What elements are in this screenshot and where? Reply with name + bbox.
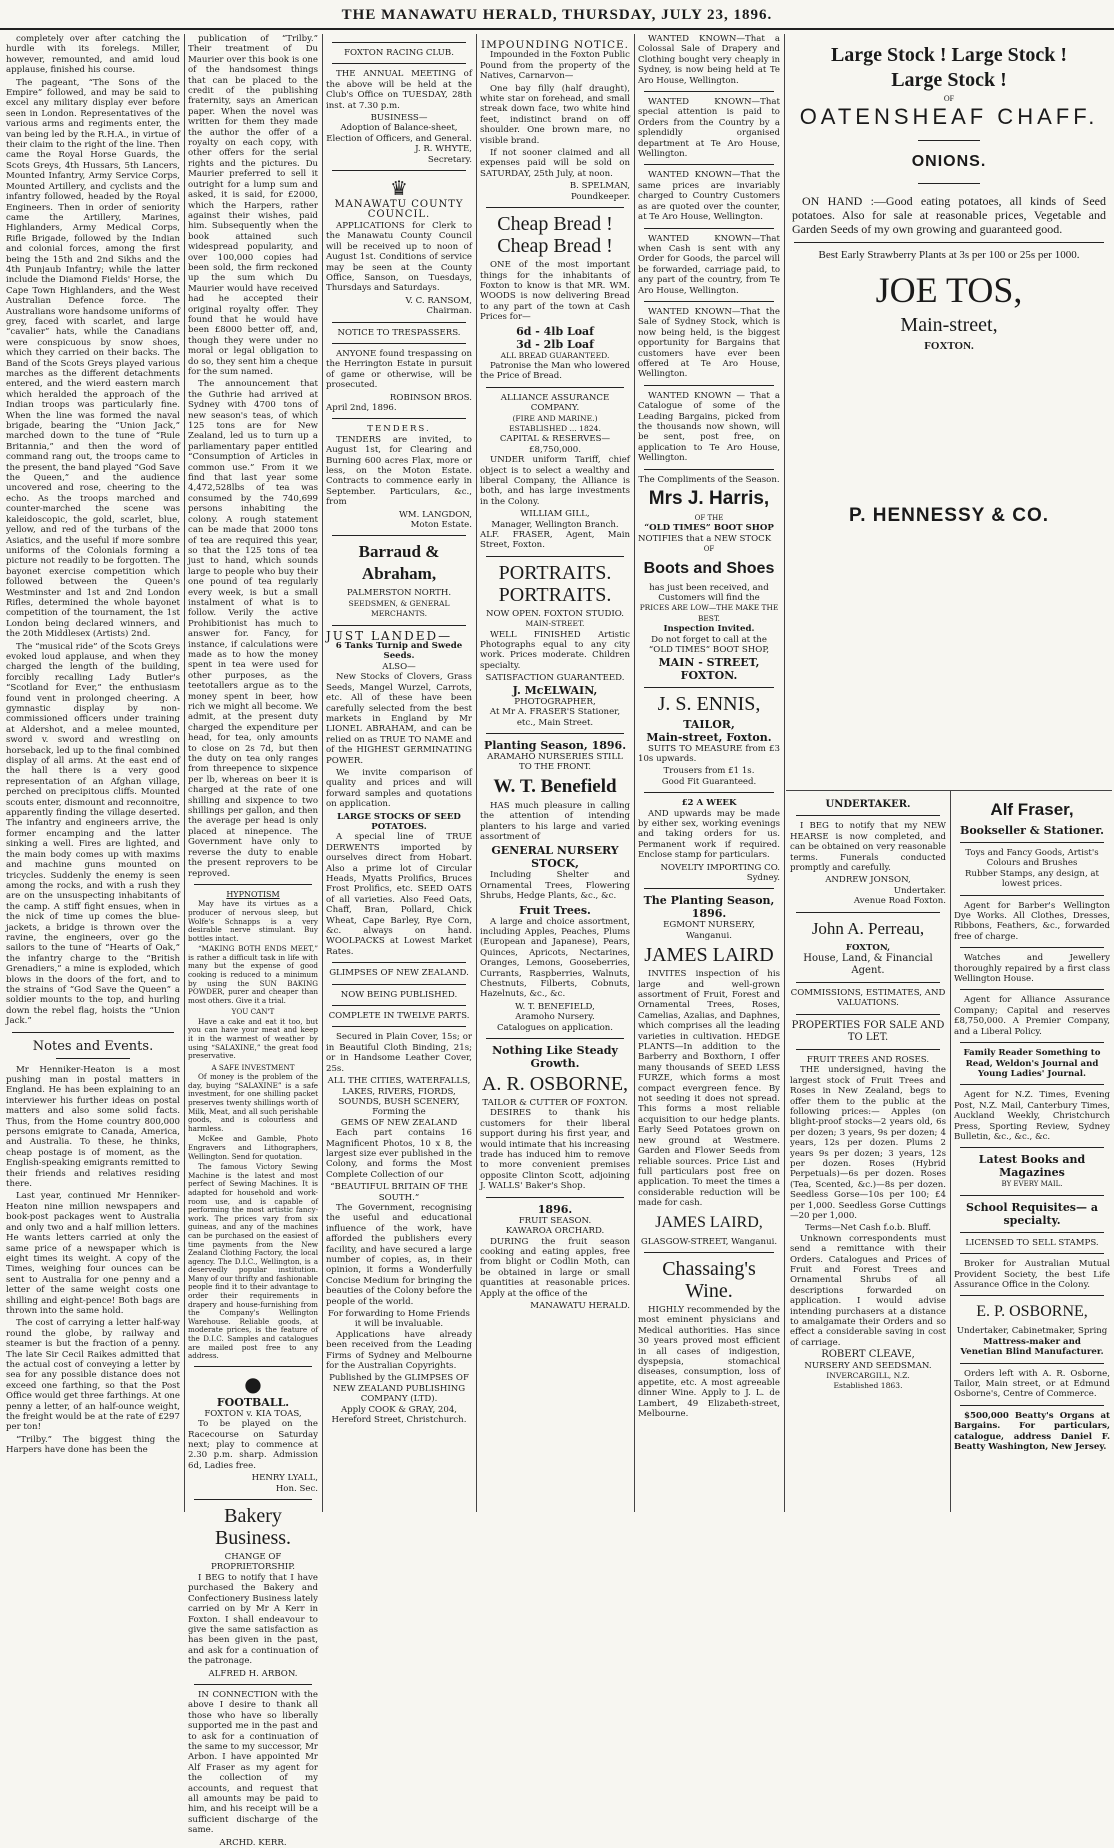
ad-heading: The Planting Season, 1896.: [643, 894, 775, 921]
ad-text: The famous Victory Sewing Machine is the latest and most perfect of Sewing Machines. It is adapted for household and work-room use, and is capable of performing the most artistic fancy-work. The prices vary from six guineas, and any of the machines can be purchased on the easiest of time payments from the New Zealand Clothing Factory, the local agency. The D.I.C., Wellington, is a deservedly popular institution. Many of our thrifty and fashionable people find it to their advantage to order their requirements in drapery and house-furnishing from the Company's Wellington Warehouse. Reliable goods, at moderate prices, is the feature of the D.I.C. Samples and catalogues are mailed post free to any address.: [188, 1162, 318, 1361]
ad-text: Apply COOK & GRAY, 204, Hereford Street, Christchurch.: [331, 1404, 467, 1426]
ad-heading: Cheap Bread ! Cheap Bread !: [497, 213, 613, 258]
ad-text: Wanganui.: [686, 930, 732, 941]
column-rule: [476, 34, 477, 1512]
ad-heading: Fruit Trees.: [519, 903, 591, 917]
ad-text: Unknown correspondents must send a remittance with their Orders. Catalogues and Prices of Fruit and Forest Trees and Ornamental Shrubs of all descriptions forwarded on application. I would advise intending purchasers at a distance to amalgamate their Orders and so effect a considerable saving in cost of carriage.: [790, 1233, 946, 1348]
ad-text: If not sooner claimed and all expenses paid will be sold on SATURDAY, 25th July, at noon.: [480, 148, 630, 179]
ad-signature: Hon. Sec.: [275, 1483, 318, 1494]
ad-heading: 1896.: [537, 1202, 573, 1216]
ad-heading: LARGE STOCKS OF SEED POTATOES.: [337, 811, 461, 832]
column-rule: [950, 790, 951, 1512]
masthead: THE MANAWATU HERALD, THURSDAY, JULY 23, 1896.: [0, 0, 1114, 30]
ad-heading: YOU CAN'T: [231, 1007, 275, 1017]
ad-text: THE ANNUAL MEETING of the above will be held at the Club's Office on TUESDAY, 28th inst. at 7.30 p.m.: [326, 69, 472, 111]
ad-subheading: Bookseller & Stationer.: [960, 824, 1104, 837]
ad-text: Broker for Australian Mutual Provident Society, the best Life Assurance Office in the Colony.: [954, 1259, 1110, 1290]
ad-heading: UNDERTAKER.: [825, 799, 911, 810]
ad-signature: V. C. RANSOM,: [405, 295, 472, 306]
ad-heading: GENERAL NURSERY STOCK,: [491, 844, 619, 871]
ad-text: Good Fit Guaranteed.: [661, 776, 757, 787]
ad-heading: IMPOUNDING NOTICE.: [480, 39, 630, 51]
ad-heading: Large Stock ! Large Stock !: [830, 44, 1068, 66]
ad-subheading: TAILOR & CUTTER OF FOXTON.: [482, 1098, 628, 1109]
ad-text: ANYONE found trespassing on the Herrington Estate in pursuit of game or otherwise, will be prosecuted.: [326, 348, 472, 391]
ad-text: NOTIFIES that a NEW STOCK: [638, 533, 772, 544]
ad-signature: NURSERY AND SEEDSMAN.: [804, 1360, 932, 1371]
article-text: The pageant, “The Sons of the Empire” followed, and may be said to excel any military display ever before seen in London. Representatives of the various arms and regiments enter, the van being led by the R.H.A., in virtue of their claim to the right of the line. Then came the Royal Horse Guards, the Scots Greys, 4th Hussars, 5th Lancers, Mounted Infantry, Army Service Corps, Mounted Artillery, and cyclists and the infantry followed, headed by the Royal Engineers. Then in order of seniority came the Artillery, Marines, Highlanders, Army Medical Corps, Rifle Brigade, followed by the Indian and colonial forces, among the first being the 15th and 2nd Sikhs and the 4th Punjaub Infantry; while the latter include the Diamond Fields' Horse, the Cape Town Highlanders, and the West Australian Defence force. The Australians wore handsome uniforms of grey, faced with scarlet, and large “cavalier” hats, while the Canadians were conspicuous by snow shoes, which they carried on their backs. The Band of the Scots Greys played various marches as the different detachments entered, and the wierd eastern march which heralded the approach of the Indian troops was particularly fine. When the line was formed the naval brigade, bearing the “Union Jack,” marched down to the tune of “Rule Britannia,” and then the word of command rang out, the troops came to the present, the band played “God Save the Queen,” and the audience uncovered and rose, cheering to the echo. As the troops marched and counter-marched the scene was kaleidoscopic, the gold, scarlet, blue, yellow, and red of the turbans of the Asiatics, and the useful if more sombre uniforms of the Colonials forming a picture not readily to be forgotten. The bayonet exercise competition which followed between the Queen's Westminster and 1st and 2nd London Rifles, determined the whole bayonet competition of the tournament, the 1st London being declared winners, and the 20th Middlesex (Artists) 2nd.: [6, 77, 180, 640]
ad-signature: ROBERT CLEAVE,: [821, 1349, 915, 1361]
ad-text: DURING the fruit season cooking and eating apples, free from blight or Codlin Moth, can be obtained in large or small quantities at reasonable prices. Apply at the office of the: [480, 1236, 630, 1299]
ad-text: Published by the GLIMPSES OF NEW ZEALAND PUBLISHING COMPANY (LTD).: [329, 1373, 469, 1405]
column-5: [638, 34, 780, 1512]
ad-text: A large and choice assortment, including Apples, Peaches, Plums (European and Japanese), Pears, Quinces, Apricots, Nectarines, Oranges, Lemons, Gooseberries, Currants, Raspberries, Walnuts, Chestnuts, Filberts, Cobnuts, Hazelnuts, &c., &c.: [480, 916, 630, 1000]
ad-text: IN CONNECTION with the above I desire to thank all those who have so liberally supported me in the past and to ask for a continuation of the same to my successor, Mr Arbon. I have appointed Mr Alf Fraser as my agent for the collection of my accounts, and request that all amounts may be paid to him, and his receipt will be a sufficient discharge of the same.: [188, 1689, 318, 1836]
ad-signature: W. T. BENEFIELD,: [515, 1001, 595, 1012]
ad-heading: Barraud & Abraham,: [358, 542, 440, 584]
ad-text: Applications have already been received from the Leading Firms of Sydney and Melbourne for the Australian Copyrights.: [326, 1329, 472, 1372]
ad-signature: Manager, Wellington Branch.: [491, 519, 619, 530]
ad-text: SATISFACTION GUARANTEED.: [485, 673, 625, 684]
ad-heading: Mrs J. Harris,: [648, 488, 770, 510]
ad-text: HIGHLY recommended by the most eminent physicians and Medical authorities. Has since 30 years proved most efficient in all cases of indigestion, dyspepsia, stomachical diseases, consumption, loss of appetite, etc. A most agreeable dinner Wine. Apply to J. L. de Lambert, 49 Elizabeth-street, Melbourne.: [638, 1304, 780, 1419]
ad-text: WANTED KNOWN — That a Catalogue of some of the Leading Bargains, picked from the thousands now shown, will be sent, post free, on application to Te Aro House, Wellington.: [638, 390, 780, 464]
ad-text: CAPITAL & RESERVES— £8,750,000.: [499, 434, 611, 455]
crest-icon: ♛: [390, 176, 408, 201]
ad-heading: HYPNOTISM: [226, 889, 280, 899]
column-rule: [322, 34, 323, 1512]
ad-text: Toys and Fancy Goods, Artist's Colours and Brushes: [965, 848, 1099, 869]
ad-signature: MANAWATU HERALD.: [530, 1300, 630, 1311]
ad-text: “MAKING BOTH ENDS MEET,” is rather a difficult task in life with many but the expense of good cooking is reduced to a minimum by using the SUN BAKING POWDER, purer and cheaper than most others. Give it a trial.: [188, 944, 318, 1005]
ad-text: TAILOR,: [683, 717, 735, 731]
ad-heading: Chassaing's Wine.: [662, 1257, 756, 1302]
ad-text: $500,000 Beatty's Organs at Bargains. For particulars, catalogue, address Daniel F. Beatty Washington, New Jersey.: [954, 1410, 1110, 1453]
ad-heading: School Requisites— a specialty.: [966, 1200, 1098, 1227]
ad-price: 6d - 4lb Loaf: [516, 324, 594, 338]
ad-text: ALL THE CITIES, WATERFALLS, LAKES, RIVERS, FIORDS, SOUNDS, BUSH SCENERY,: [327, 1076, 471, 1107]
ad-heading: TENDERS.: [367, 424, 431, 435]
ad-text: HAS much pleasure in calling the attention of intending planters to his large and varied assortment of: [480, 800, 630, 842]
ad-text: (FIRE AND MARINE.): [512, 413, 598, 423]
ad-text: Mattress-maker and: [983, 1336, 1081, 1347]
section-rule: [786, 790, 1112, 791]
ad-text: I BEG to notify that my NEW HEARSE is now completed, and can be obtained on very reasonable terms. Funerals conducted promptly and carefully.: [790, 821, 946, 874]
ad-text: “BEAUTIFUL BRITAIN OF THE SOUTH.”: [330, 1182, 468, 1203]
ad-text: MAIN-STREET.: [525, 619, 585, 629]
ad-heading: ONIONS.: [911, 153, 987, 171]
ad-text: Venetian Blind Manufacturer.: [960, 1347, 1104, 1358]
ad-text: DESIRES to thank his customers for their liberal support during his first year, and would intimate that his increasing trade has induced him to remove to more convenient premises opposite Clinton Scott, adjoining J. WALLS' Baker's Shop.: [480, 1108, 630, 1192]
ad-text: GLASGOW-STREET, Wanganui.: [640, 1236, 778, 1247]
ad-text: ARAMAHO NURSERIES STILL TO THE FRONT.: [487, 751, 623, 773]
ad-text: SUITS TO MEASURE from £3 10s upwards.: [638, 743, 780, 764]
football-icon: ●: [244, 1371, 262, 1396]
ad-text: Impounded in the Foxton Public Pound from the property of the Natives, Carnarvon—: [480, 50, 630, 82]
ad-signature: WILLIAM GILL,: [520, 509, 590, 520]
column-2: [188, 34, 318, 1848]
ad-signature: NOVELTY IMPORTING CO. Sydney.: [660, 862, 780, 883]
column-rule: [784, 34, 785, 1512]
ad-heading: MANAWATU COUNTY COUNCIL.: [334, 199, 464, 221]
article-text: Mr Henniker-Heaton is a most pushing man in postal matters in England. He has been explaining to an interviewer his further ideas on postal matters and also some solid facts. Thus, from the Home country 800,000 persons emigrate to Canada, America, and Australia. To these, he thinks, cheap postage is of moment, as the English-speaking emigrants remitted to their friends and relatives residing there.: [6, 1064, 180, 1190]
ad-text: McKee and Gamble, Photo Engravers and Lithographers, Wellington. Send for quotation.: [188, 1134, 318, 1161]
ad-heading: 6 Tanks Turnip and Swede Seeds.: [335, 641, 463, 662]
ad-text: ALSO—: [382, 661, 416, 672]
ad-text: LICENSED TO SELL STAMPS.: [965, 1237, 1099, 1248]
ad-heading: £2 A WEEK: [681, 798, 737, 809]
ad-heading: FOOTBALL.: [216, 1395, 290, 1409]
ad-text: AND upwards may be made by either sex, working evenings and taking orders for us. Permanent work if required. Enclose stamp for particulars.: [638, 808, 780, 861]
ad-text: Agent for Alliance Assurance Company; Capital and reserves £8,750,000. A Premier Company, and a Liberal Policy.: [954, 995, 1110, 1037]
article-text: Last year, continued Mr Henniker-Heaton nine million newspapers and book-post packages went to Australia and only two and a half million letters. He wants letters carried at only the same price of a newspaper which is eight times its weight. A copy of the Times, weighing four ounces can be sent to Australia for one penny and a letter of the same weight costs one shilling and eight-pence! Both bags are thrown into the same hold.: [6, 1191, 180, 1316]
ad-text: WANTED KNOWN—That the Sale of Sydney Stock, which is now being held, is the biggest opportunity for Bargains that customers have ever been offered at Te Aro House, Wellington.: [638, 306, 780, 380]
ad-signature: WM. LANGDON,: [398, 509, 472, 520]
ad-text: ONE of the most important things for the inhabitants of Foxton to know is that MR. WM. WOODS is now delivering Bread to any part of the town at Cash Prices for—: [480, 260, 630, 323]
ad-price: 3d - 2lb Loaf: [516, 337, 594, 351]
column-6: [790, 796, 946, 1512]
ad-heading: OATENSHEAF CHAFF.: [799, 104, 1099, 130]
ad-date: April 2nd, 1896.: [326, 402, 397, 413]
ad-text: ALL BREAD GUARANTEED.: [500, 350, 610, 360]
ad-heading: “OLD TIMES” BOOT SHOP: [644, 523, 774, 534]
ad-text: Established 1863.: [833, 1381, 903, 1391]
ad-text: PRICES ARE LOW—THE MAKE THE BEST.: [639, 603, 779, 623]
ad-text: OF: [703, 545, 715, 554]
ad-signature: J. McELWAIN,: [512, 683, 598, 697]
ad-heading: A. R. OSBORNE,: [481, 1073, 629, 1096]
ad-text: INVITES inspection of his large and well-grown assortment of Fruit, Forest and Ornamental Trees, Roses, Camelias, Azalias, and Daphnes, which comprises all the leading varieties in cultivation. HEDGE PLANTS—In addition to the Barberry and Boxthorn, I offer many thousands of SEED LESS FURZE, which forms a most compact evergreen fence. By not seeding it does not spread. This forms a most reliable acquisition to our hedge plants. Early Seed Potatoes grown on new ground at Westmere. Garden and Flower Seeds from reliable sources. Price List and full particulars post free on application. To meet the times a considerable reduction will be made for cash.: [638, 969, 780, 1209]
ad-text: A special line of TRUE DERWENTS imported by ourselves direct from Hobart. Also a prime lot of Circular Heads, Myatts Prolifics, Bruces Frost Prolifics, etc. SEED OATS of all varieties. Also Feed Oats, Chaff, Bran, Pollard, Chick Wheat, Cape Barley, Rye Corn, &c. always on hand. WOOLPACKS at Lowest Market Rates.: [326, 832, 472, 957]
ad-text: OF: [943, 94, 955, 103]
ad-subheading: FOXTON v. KIA TOAS,: [204, 1408, 302, 1419]
ad-heading: J. S. ENNIS,: [657, 692, 761, 715]
ad-text: PHOTOGRAPHER,: [514, 696, 596, 707]
ad-text: Main-street,: [900, 314, 998, 337]
ad-text: Main-street, Foxton.: [646, 730, 772, 744]
ad-heading: JUST LANDED—: [326, 628, 453, 643]
ad-text: WELL FINISHED Artistic Photographs equal to any city work. Prices moderate. Children specialty.: [480, 629, 630, 671]
ad-text: Trousers from £1 1s.: [663, 766, 755, 777]
ad-heading: FOXTON.: [680, 668, 738, 682]
ad-text: To be played on the Racecourse on Saturday next; play to commence at 2.30 p.m. sharp. Admission 6d, Ladies free.: [188, 1419, 318, 1471]
ad-text: Forming the: [372, 1107, 426, 1118]
ad-text: ON HAND :—Good eating potatoes, all kinds of Seed potatoes. Also for sale at reasonable prices, Vegetable and Garden Seeds of my own growing and guaranteed good.: [792, 194, 1106, 237]
ad-text: New Stocks of Clovers, Grass Seeds, Mangel Wurzel, Carrots, etc. All of these have been carefully selected from the best markets in England by Mr LIONEL ABRAHAM, and can be relied on as TRUE TO NAME and of the HIGHEST GERMINATING POWER.: [326, 672, 472, 766]
ad-text: KAWAROA ORCHARD.: [505, 1226, 605, 1237]
ad-text: Terms—Net Cash f.o.b. Bluff.: [804, 1223, 932, 1234]
column-4: [480, 34, 630, 1512]
ad-text: WANTED KNOWN—That the same prices are invariably charged to Country Customers as are quoted over the counter, at Te Aro House, Wellington.: [638, 170, 780, 223]
ad-text: Patronise the Man who lowered the Price of Bread.: [480, 360, 630, 382]
ad-text: WANTED KNOWN—That when Cash is sent with any Order for Goods, the parcel will be forwarded, carriage paid, to any part of the country, from Te Aro House, Wellington.: [638, 233, 780, 296]
ad-text: Of money is the problem of the day, buying “SALAXINE” is a safe investment, for one shilling packet preserves twenty shillings worth of Milk, Meat, and all such perishable goods, and is colourless and harmless.: [188, 1072, 318, 1133]
ad-subheading: PALMERSTON NORTH.: [346, 588, 452, 599]
ad-text: BY EVERY MAIL.: [1001, 1180, 1063, 1189]
ad-heading: MAIN - STREET,: [658, 655, 760, 669]
ad-text: Agent for N.Z. Times, Evening Post, N.Z. Mail, Canterbury Times, Auckland Weekly, Christchurch Press, Sporting Review, Sydney Bulletin, &c., &c., &c.: [954, 1090, 1110, 1142]
article-text: “Trilby.” The biggest thing the Harpers have done has been the: [6, 1434, 180, 1456]
ad-heading: E. P. OSBORNE,: [976, 1303, 1088, 1321]
ad-signature: HENRY LYALL,: [251, 1473, 318, 1484]
ad-signature: Chairman.: [426, 306, 472, 317]
ad-text: WANTED KNOWN—That special attention is paid to Orders from the Country by a splendidly organised department at Te Aro House, Wellington.: [638, 97, 780, 160]
ad-text: INVERCARGILL, N.Z.: [826, 1371, 910, 1381]
ad-text: ESTABLISHED ... 1824.: [509, 423, 601, 433]
ad-text: Orders left with A. R. Osborne, Tailor, Main street, or at Edmund Osborne's, Centre of Commerce.: [954, 1368, 1110, 1400]
ad-text: Do not forget to call at the “OLD TIMES” BOOT SHOP,: [648, 634, 770, 656]
ad-text: May have its virtues as a producer of nervous sleep, but Wolfe's Schnapps is a very desirable nerve stimulant. Buy bottles intact.: [188, 899, 318, 943]
article-text: completely over after catching the hurdle with its forelegs. Miller, however, remounted, and amid loud applause, finished his course.: [6, 34, 180, 76]
ad-subheading: SEEDSMEN, & GENERAL MERCHANTS.: [348, 598, 450, 619]
ad-text: EGMONT NURSERY,: [663, 920, 755, 931]
ad-heading: FRUIT TREES AND ROSES.: [806, 1054, 930, 1065]
column-3: [326, 34, 472, 1512]
ad-heading: JAMES LAIRD: [644, 944, 774, 967]
ad-signature: Poundkeeper.: [570, 191, 630, 202]
ad-text: UNDER uniform Tariff, chief object is to select a wealthy and liberal Company, the Alliance is both, and has large investments in the Colony.: [480, 455, 630, 507]
ad-signature: Avenue Road Foxton.: [853, 896, 946, 907]
ad-heading: Latest Books and Magazines: [978, 1153, 1086, 1180]
column-6-top: [788, 34, 1110, 894]
ad-text: FRUIT SEASON.: [518, 1215, 592, 1226]
ad-text: Rubber Stamps, any design, at lowest prices.: [965, 868, 1099, 890]
ad-heading: ALLIANCE ASSURANCE COMPANY.: [500, 392, 610, 414]
article-text: The announcement that the Guthrie had arrived at Sydney with 4700 tons of new season's teas, of which 125 tons are for New Zealand, led us to turn up a parliamentary paper entitled “Consumption of Articles in common use.” From it we find that last year some 4,472,528lbs of tea was consumed by the 740,699 persons inhabiting the colony. A rough statement can be made that 2000 tons of tea are required this year, so that the 125 tons of tea just to hand, which sounds large to people who buy their one pound of tea regularly every week, is but a small instalment of what is to follow. Verily the active Prohibitionist has much to answer for. Fancy, for instance, if calculations were made as to how the money spent in tea were used for other purposes, as the teetotallers argue as to the money spent in beer, how rich we might all become. We admit, at the present duty charged the expenditure per head, for tea, only amounts to close on 2s 7d, but then the duty on tea only ranges from threepence to sixpence per lb, whereas on beer it is charged at the rate of one shilling and sixpence to two shillings per gallon, and then the average per head is only placed at ninepence. The Government have only to reverse the duty to enable the present reprovers to be reproved.: [188, 379, 318, 879]
ad-signature: JAMES LAIRD,: [655, 1213, 763, 1231]
ad-text: Have a cake and eat it too, but you can have your meat and keep it in the warmest of weather by using “SALAXINE,” the great food preservative.: [188, 1016, 318, 1061]
ad-text: At Mr A. FRASER'S Stationer, etc., Main Street.: [489, 707, 621, 728]
ad-text: BUSINESS—: [370, 113, 428, 124]
ad-text: I BEG to notify that I have purchased the Bakery and Confectionery Business lately carried on by Mr A Kerr in Foxton. I shall endeavour to give the same satisfaction as has been given in the past, and ask for a continuation of the patronage.: [188, 1572, 318, 1667]
ad-heading: P. HENNESSY & CO.: [848, 505, 1050, 527]
ad-text: NOW OPEN. FOXTON STUDIO.: [485, 608, 625, 619]
article-text: publication of “Trilby.” Their treatment of Du Maurier over this book is one of the handsomest things that can be placed to the credit of the publishing fraternity, says an American paper. When the novel was written for them they made the author the offer of a royalty on each copy, with other offers for the serial rights and the pictures. Du Maurier preferred to sell it outright for a lump sum and asked, it is said, for £2000, which the Harpers, rather against their wishes, paid him. Subsequently when the book attained such widespread popularity, and over 100,000 copies had been sold, the firm reckoned up the sum which Du Maurier would have received had he accepted their original royalty offer. They found that he would have been £8000 better off, and, though they were under no moral or legal obligation to do so, they sent him a cheque for the sum named.: [188, 34, 318, 377]
ad-heading: W. T. Benefield: [493, 775, 617, 797]
ad-heading: Planting Season, 1896.: [483, 738, 627, 752]
ad-heading: PORTRAITS. PORTRAITS.: [498, 561, 612, 606]
ad-text: FOXTON.: [924, 340, 974, 353]
ad-text: Watches and Jewellery thoroughly repaired by a first class Wellington House.: [954, 953, 1110, 985]
ad-text: The Government, recognising the useful and educational influence of the work, have afforded the publishers every facility, and have secured a large number of copies, as, in their opinion, it forms a Wonderfully Concise Medium for bringing the beauties of the Colony before the people of the world.: [326, 1202, 472, 1307]
ad-signature: ANDREW JONSON,: [825, 875, 911, 886]
ad-heading: Boots and Shoes: [643, 559, 775, 577]
ad-text: For forwarding to Home Friends it will be invaluable.: [328, 1309, 470, 1330]
ad-heading: NOTICE TO TRESPASSERS.: [337, 327, 461, 338]
ad-heading: JOE TOS,: [875, 270, 1023, 311]
ad-signature: ROBINSON BROS.: [389, 392, 472, 403]
ad-heading: Large Stock !: [891, 69, 1007, 91]
ad-heading: John A. Perreau,: [811, 918, 925, 938]
ad-text: PROPERTIES FOR SALE AND TO LET.: [791, 1019, 945, 1043]
ad-signature: ARCHD. KERR.: [219, 1837, 287, 1848]
ad-signature: Aramoho Nursery.: [515, 1012, 595, 1023]
ad-text: The Compliments of the Season.: [638, 474, 780, 485]
article-text: The “musical ride” of the Scots Greys evoked loud applause, and when they charged the length of the building, forcibly recalling Lady Butler's “Scotland for Ever,” the enthusiasm found vent in prolonged cheering. A gymnastic display by non-commissioned officers under training at Aldershot, and a melee mounted, sword v. sword and wrestling on horseback, led up to the final combined display of all arms. At the east end of the hall there is a very good representation of an Afghan village, perched on precipitous cliffs. Mounted scouts enter, dismount and reconnoitre, apparently finding the village deserted. The infantry and engineers arrive, the former encamping and the latter sinking a well. Fires are lighted, and the main body comes up with maxims and machine guns mounted on tricycles. Suddenly the enemy is seen among the rocks, and with a rush they are on the unsuspecting inhabitants of the camp. A stiff fight ensues, when in the nick of time up comes the blue-jackets, a bridge is thrown over the ravine, the engineers, over go the sailors to the tune of “Hearts of Oak,” the infantry charge to the “British Grenadiers,” a mine is exploded, which blows in the doors of the fort, and to the strains of “God Save the Queen” a soldier mounts to the top, and hurling down the rebel flag, hoists the “Union Jack.”: [6, 641, 180, 1027]
ad-heading: Alf Fraser,: [990, 800, 1074, 819]
ad-text: THE undersigned, having the largest stock of Fruit Trees and Roses in New Zealand, begs to offer them to the public at the following prices:— Apples (on blight-proof stocks—2 years old, 6s per dozen; 3 years, 9s per dozen; 4 years, 12s per dozen. Plums 2 years 9s per dozen; 3 years, 12s per dozen. Roses (Hybrid Perpetuals)—6s per dozen. Roses (Tea, Scented, &c.)—8s per dozen. Seedless Gorse—10s per 100; £4 per 1,000. Seedless Gorse Cuttings—20 per 1,000.: [790, 1065, 946, 1221]
ad-text: Adoption of Balance-sheet, Election of Officers, and General.: [326, 123, 472, 144]
ad-signature: ALFRED H. ARBON.: [208, 1668, 298, 1679]
ad-text: One bay filly (half draught), white star on forehead, and small streak down face, two white hind feet, indistinct brand on off shoulder. One brown mare, no visible brand.: [480, 83, 630, 146]
ad-text: Each part contains 16 Magnificent Photos, 10 x 8, the largest size ever published in the Colony, and forms the Most Complete Collection of our: [326, 1128, 472, 1180]
ad-text: APPLICATIONS for Clerk to the Manawatu County Council will be received up to noon of August 1st. Conditions of service may be seen at the County Office, Sanson, on Tuesdays, Thursdays and Saturdays.: [326, 220, 472, 294]
ad-text: FOXTON,: [845, 942, 891, 953]
ad-text: TENDERS are invited, to August 1st, for Clearing and Burning 600 acres Flax, more or less, on the Moton Estate. Contracts to commence early in September. Particulars, &c., from: [326, 434, 472, 508]
article-text: The cost of carrying a letter half-way round the globe, by railway and steamer is but the fraction of a penny. The late Sir Cecil Raikes admitted that the actual cost of conveying a letter by sea for any possible distance does not exceed one farthing, so that the Post Office would get three farthings. At one penny a letter, of an half-ounce weight, the freight would be at the rate of £297 per ton!: [6, 1318, 180, 1433]
ad-text: OF THE: [694, 514, 724, 523]
ad-heading: FOXTON RACING CLUB.: [344, 48, 454, 58]
ad-subheading: CHANGE OF PROPRIETORSHIP.: [210, 1552, 295, 1573]
column-rule: [184, 34, 185, 1512]
ad-heading: A SAFE INVESTMENT: [211, 1062, 295, 1072]
ad-text: NOW BEING PUBLISHED.: [340, 989, 458, 1000]
ad-text: Family Reader Something to Read, Weldon's Journal and Young Ladies' Journal.: [963, 1048, 1101, 1079]
ad-heading: Inspection Invited.: [663, 624, 755, 635]
ad-text: COMMISSIONS, ESTIMATES, AND VALUATIONS.: [790, 988, 946, 1009]
ad-text: has just been received, and Customers will find the: [649, 582, 769, 604]
ad-signature: B. SPELMAN,: [569, 181, 630, 192]
ad-text: ALF. FRASER, Agent, Main Street, Foxton.: [480, 530, 630, 551]
ad-text: Catalogues on application.: [496, 1022, 614, 1033]
ad-heading: Nothing Like Steady Growth.: [492, 1044, 618, 1071]
ad-text: House, Land, & Financial Agent.: [803, 953, 933, 977]
ad-heading: Bakery Business.: [214, 1505, 292, 1550]
ad-text: Secured in Plain Cover, 15s; or in Beautiful Cloth Binding, 21s; or in Handsome Leather Cover, 25s.: [326, 1032, 472, 1074]
column-7: [954, 796, 1110, 1512]
ad-text: Agent for Barber's Wellington Dye Works. All Clothes, Dresses, Ribbons, Feathers, &c., forwarded free of charge.: [954, 900, 1110, 942]
ad-signature: Moton Estate.: [410, 520, 472, 531]
ad-text: Best Early Strawberry Plants at 3s per 100 or 25s per 1000.: [818, 249, 1080, 262]
ad-text: Undertaker, Cabinetmaker, Spring: [956, 1326, 1108, 1337]
ad-signature: Undertaker.: [893, 885, 946, 896]
ad-text: Including Shelter and Ornamental Trees, Flowering Shrubs, Hedge Plants, &c., &c.: [480, 870, 630, 902]
ad-text: GEMS OF NEW ZEALAND: [340, 1117, 458, 1128]
column-1: [6, 34, 180, 1512]
column-rule: [634, 34, 635, 1512]
ad-text: WANTED KNOWN—That a Colossal Sale of Drapery and Clothing bought very cheaply in Sydney, is now being held at Te Aro House, Wellington.: [638, 34, 780, 86]
ad-heading: GLIMPSES OF NEW ZEALAND.: [329, 968, 469, 979]
ad-signature: Secretary.: [427, 154, 472, 165]
ad-text: We invite comparison of quality and prices and will forward samples and quotations on application.: [326, 767, 472, 810]
section-heading: Notes and Events.: [32, 1038, 154, 1054]
ad-text: COMPLETE IN TWELVE PARTS.: [328, 1011, 470, 1022]
ad-signature: J. R. WHYTE,: [415, 144, 472, 155]
